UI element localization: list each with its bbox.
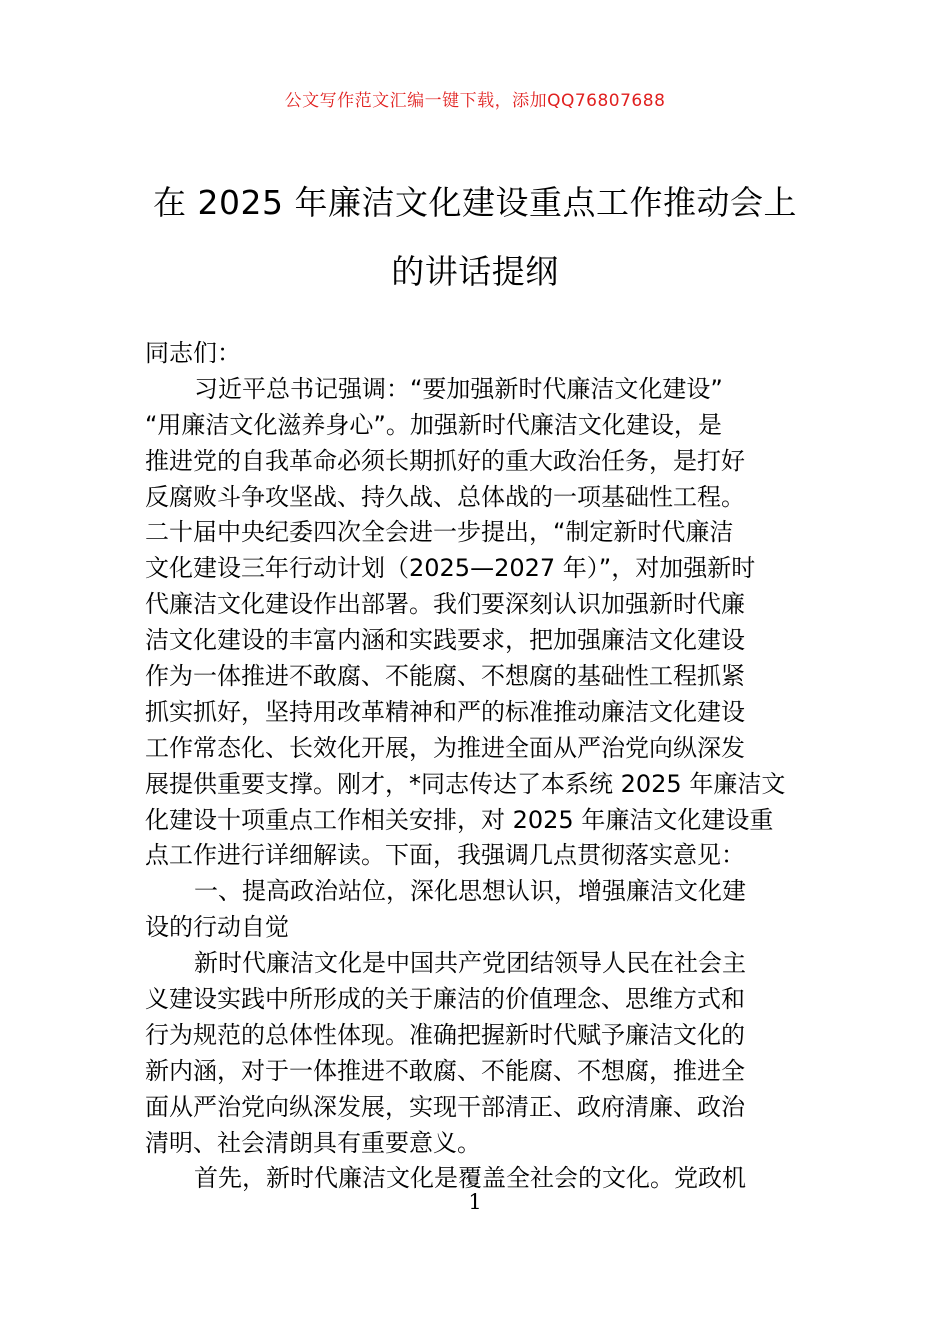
text-line: 作为一体推进不敢腐、不能腐、不想腐的基础性工程抓紧	[145, 662, 745, 691]
document-body	[145, 336, 810, 1197]
text-line: 化建设十项重点工作相关安排，对 2025 年廉洁文化建设重	[145, 805, 774, 834]
text-line: 展提供重要支撑。刚才，*同志传达了本系统 2025 年廉洁文	[145, 769, 786, 798]
title-line-2: 的讲话提纲	[391, 252, 559, 291]
text-line: 面从严治党向纵深发展，实现干部清正、政府清廉、政治	[145, 1092, 745, 1121]
text-line: 抓实抓好，坚持用改革精神和严的标准推动廉洁文化建设	[145, 697, 745, 726]
text-line: 行为规范的总体性体现。准确把握新时代赋予廉洁文化的	[145, 1020, 745, 1049]
text-line: 文化建设三年行动计划（2025—2027 年）”，对加强新时	[145, 554, 756, 583]
text-line: 习近平总书记强调：“要加强新时代廉洁文化建设”	[194, 374, 723, 403]
salutation: 同志们：	[145, 339, 241, 367]
text-line: 新时代廉洁文化是中国共产党团结领导人民在社会主	[194, 949, 746, 978]
text-line: 推进党的自我革命必须长期抓好的重大政治任务，是打好	[145, 446, 745, 475]
text-line: 洁文化建设的丰富内涵和实践要求，把加强廉洁文化建设	[145, 626, 745, 655]
text-line: 新内涵，对于一体推进不敢腐、不能腐、不想腐，推进全	[145, 1056, 745, 1085]
text-line: 义建设实践中所形成的关于廉洁的价值理念、思维方式和	[145, 985, 745, 1014]
section-heading: 设的行动自觉	[145, 913, 289, 942]
document-title	[120, 168, 830, 306]
text-line: 工作常态化、长效化开展，为推进全面从严治党向纵深发	[145, 733, 745, 762]
text-line: 反腐败斗争攻坚战、持久战、总体战的一项基础性工程。	[145, 482, 745, 511]
text-line: 点工作进行详细解读。下面，我强调几点贯彻落实意见：	[145, 841, 745, 870]
text-line: 清明、社会清朗具有重要意义。	[145, 1128, 481, 1157]
text-line: 代廉洁文化建设作出部署。我们要深刻认识加强新时代廉	[145, 590, 745, 619]
header-download-note: 公文写作范文汇编一键下载，添加QQ76807688	[284, 91, 666, 111]
text-line: “用廉洁文化滋养身心”。加强新时代廉洁文化建设，是	[145, 410, 722, 439]
page-number: 1	[468, 1190, 482, 1214]
text-line: 二十届中央纪委四次全会进一步提出，“制定新时代廉洁	[145, 518, 734, 547]
title-line-1: 在 2025 年廉洁文化建设重点工作推动会上	[153, 183, 797, 222]
section-heading: 一、提高政治站位，深化思想认识，增强廉洁文化建	[194, 877, 746, 906]
text-line: 首先，新时代廉洁文化是覆盖全社会的文化。党政机	[194, 1164, 746, 1193]
